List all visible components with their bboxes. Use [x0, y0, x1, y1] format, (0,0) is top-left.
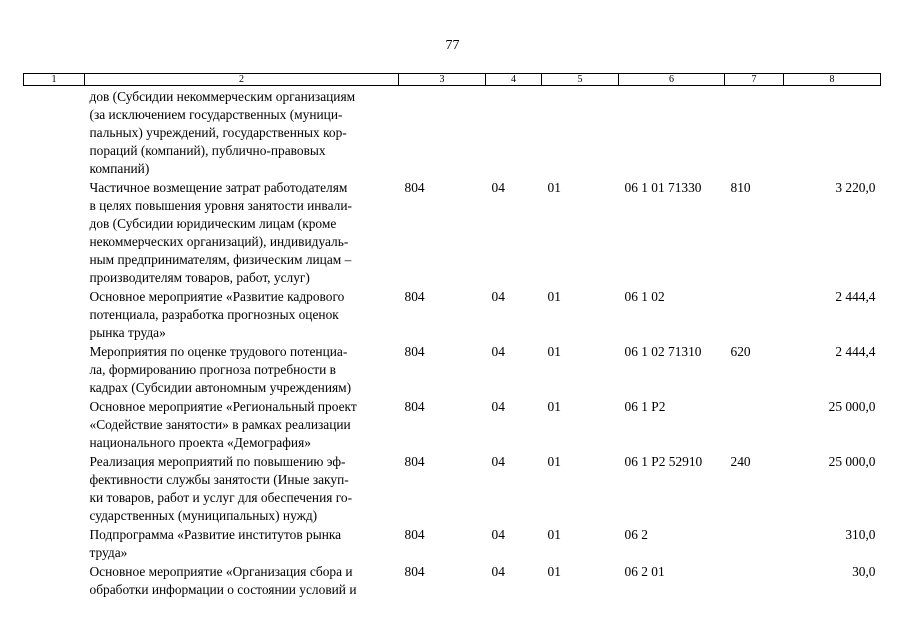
item-name — [85, 397, 399, 452]
target-code: 06 1 P2 52910 — [624, 454, 703, 469]
expense-type-code: 810 — [730, 180, 751, 195]
item-name-line: дов (Субсидии юридическим лицам (кроме — [89, 216, 337, 231]
row-spacer — [24, 525, 85, 562]
item-name-line: «Содействие занятости» в рамках реализации — [89, 417, 351, 432]
ministry-code: 804 — [404, 344, 425, 359]
section-code: 04 — [491, 289, 505, 304]
ministry-code: 804 — [404, 399, 425, 414]
item-name — [85, 287, 399, 342]
section-code: 04 — [491, 527, 505, 542]
amount — [784, 86, 881, 179]
target-code: 06 1 01 71330 — [624, 180, 702, 195]
subsection-code — [542, 86, 619, 179]
table-row — [24, 86, 881, 179]
target-code: 06 1 02 71310 — [624, 344, 702, 359]
item-name-line: национального проекта «Демография» — [89, 435, 311, 450]
row-spacer — [24, 86, 85, 179]
item-name-line: ным предпринимателям, физическим лицам – — [89, 252, 352, 267]
item-name-line: потенциала, разработка прогнозных оценок — [89, 307, 339, 322]
item-name-line: Мероприятия по оценке трудового потенциа- — [89, 344, 348, 359]
table-row — [24, 452, 881, 525]
ministry-code: 804 — [404, 527, 425, 542]
column-number: 7 — [725, 74, 784, 86]
ministry-code: 804 — [404, 564, 425, 579]
subsection-code: 01 — [547, 344, 561, 359]
item-name-line: Подпрограмма «Развитие институтов рынка — [89, 527, 342, 542]
item-name-line: дов (Субсидии некоммерческим организациям — [89, 89, 356, 104]
item-name-line: фективности службы занятости (Иные закуп- — [89, 472, 349, 487]
expense-type-code — [725, 86, 784, 179]
row-spacer — [24, 397, 85, 452]
row-spacer — [24, 342, 85, 397]
table-row — [24, 287, 881, 342]
item-name-line: Основное мероприятие «Региональный проект — [89, 399, 357, 414]
item-name-line: в целях повышения уровня занятости инвали- — [89, 198, 352, 213]
subsection-code: 01 — [547, 399, 561, 414]
ministry-code: 804 — [404, 454, 425, 469]
target-code: 06 2 01 — [624, 564, 665, 579]
section-code: 04 — [491, 564, 505, 579]
page-number: 77 — [445, 38, 460, 53]
item-name-line: Основное мероприятие «Организация сбора и — [89, 564, 353, 579]
ministry-code: 804 — [404, 180, 425, 195]
target-code: 06 1 P2 — [624, 399, 666, 414]
expense-type-code: 240 — [730, 454, 751, 469]
column-number: 2 — [85, 74, 399, 86]
item-name-line: компаний) — [89, 161, 150, 176]
expense-type-code — [725, 562, 784, 599]
amount: 3 220,0 — [835, 180, 876, 195]
item-name — [85, 562, 399, 599]
item-name — [85, 178, 399, 287]
item-name-line: сударственных (муниципальных) нужд) — [89, 508, 318, 523]
item-name-line: Частичное возмещение затрат работодателям — [89, 180, 348, 195]
table-row — [24, 397, 881, 452]
row-spacer — [24, 562, 85, 599]
column-number: 3 — [399, 74, 486, 86]
item-name — [85, 86, 399, 179]
amount: 310,0 — [845, 527, 876, 542]
column-number: 8 — [784, 74, 881, 86]
table-row — [24, 525, 881, 562]
subsection-code: 01 — [547, 454, 561, 469]
target-code: 06 2 — [624, 527, 648, 542]
table-body — [24, 86, 881, 600]
subsection-code: 01 — [547, 289, 561, 304]
column-number: 1 — [24, 74, 85, 86]
item-name-line: рынка труда» — [89, 325, 166, 340]
section-code: 04 — [491, 399, 505, 414]
ministry-code — [399, 86, 486, 179]
expense-type-code — [725, 397, 784, 452]
expense-type-code — [725, 525, 784, 562]
section-code: 04 — [491, 344, 505, 359]
item-name-line: производителям товаров, работ, услуг) — [89, 270, 310, 285]
section-code: 04 — [491, 180, 505, 195]
table-row — [24, 178, 881, 287]
item-name-line: ки товаров, работ и услуг для обеспечения го- — [89, 490, 353, 505]
column-number: 4 — [486, 74, 542, 86]
column-number: 6 — [619, 74, 725, 86]
amount: 25 000,0 — [828, 399, 876, 414]
item-name-line: Реализация мероприятий по повышению эф- — [89, 454, 346, 469]
section-code: 04 — [491, 454, 505, 469]
amount: 2 444,4 — [835, 289, 876, 304]
subsection-code: 01 — [547, 564, 561, 579]
subsection-code: 01 — [547, 180, 561, 195]
budget-table — [23, 73, 881, 599]
item-name-line: некоммерческих организаций), индивидуаль- — [89, 234, 349, 249]
item-name-line: Основное мероприятие «Развитие кадрового — [89, 289, 345, 304]
table-row — [24, 342, 881, 397]
row-spacer — [24, 452, 85, 525]
column-number: 5 — [542, 74, 619, 86]
ministry-code: 804 — [404, 289, 425, 304]
expense-type-code — [725, 287, 784, 342]
amount: 30,0 — [852, 564, 876, 579]
item-name — [85, 525, 399, 562]
amount: 25 000,0 — [828, 454, 876, 469]
item-name-line: ла, формированию прогноза потребности в — [89, 362, 336, 377]
section-code — [486, 86, 542, 179]
row-spacer — [24, 287, 85, 342]
subsection-code: 01 — [547, 527, 561, 542]
item-name-line: (за исключением государственных (муници- — [89, 107, 343, 122]
amount: 2 444,4 — [835, 344, 876, 359]
row-spacer — [24, 178, 85, 287]
item-name-line: обработки информации о состоянии условий и — [89, 582, 357, 597]
item-name-line: пальных) учреждений, государственных кор- — [89, 125, 347, 140]
expense-type-code: 620 — [730, 344, 751, 359]
target-code: 06 1 02 — [624, 289, 665, 304]
target-code — [619, 86, 725, 179]
item-name-line: труда» — [89, 545, 128, 560]
item-name-line: кадрах (Субсидии автономным учреждениям) — [89, 380, 352, 395]
item-name-line: пораций (компаний), публично-правовых — [89, 143, 326, 158]
item-name — [85, 342, 399, 397]
column-number-row — [24, 74, 881, 86]
item-name — [85, 452, 399, 525]
table-row — [24, 562, 881, 599]
